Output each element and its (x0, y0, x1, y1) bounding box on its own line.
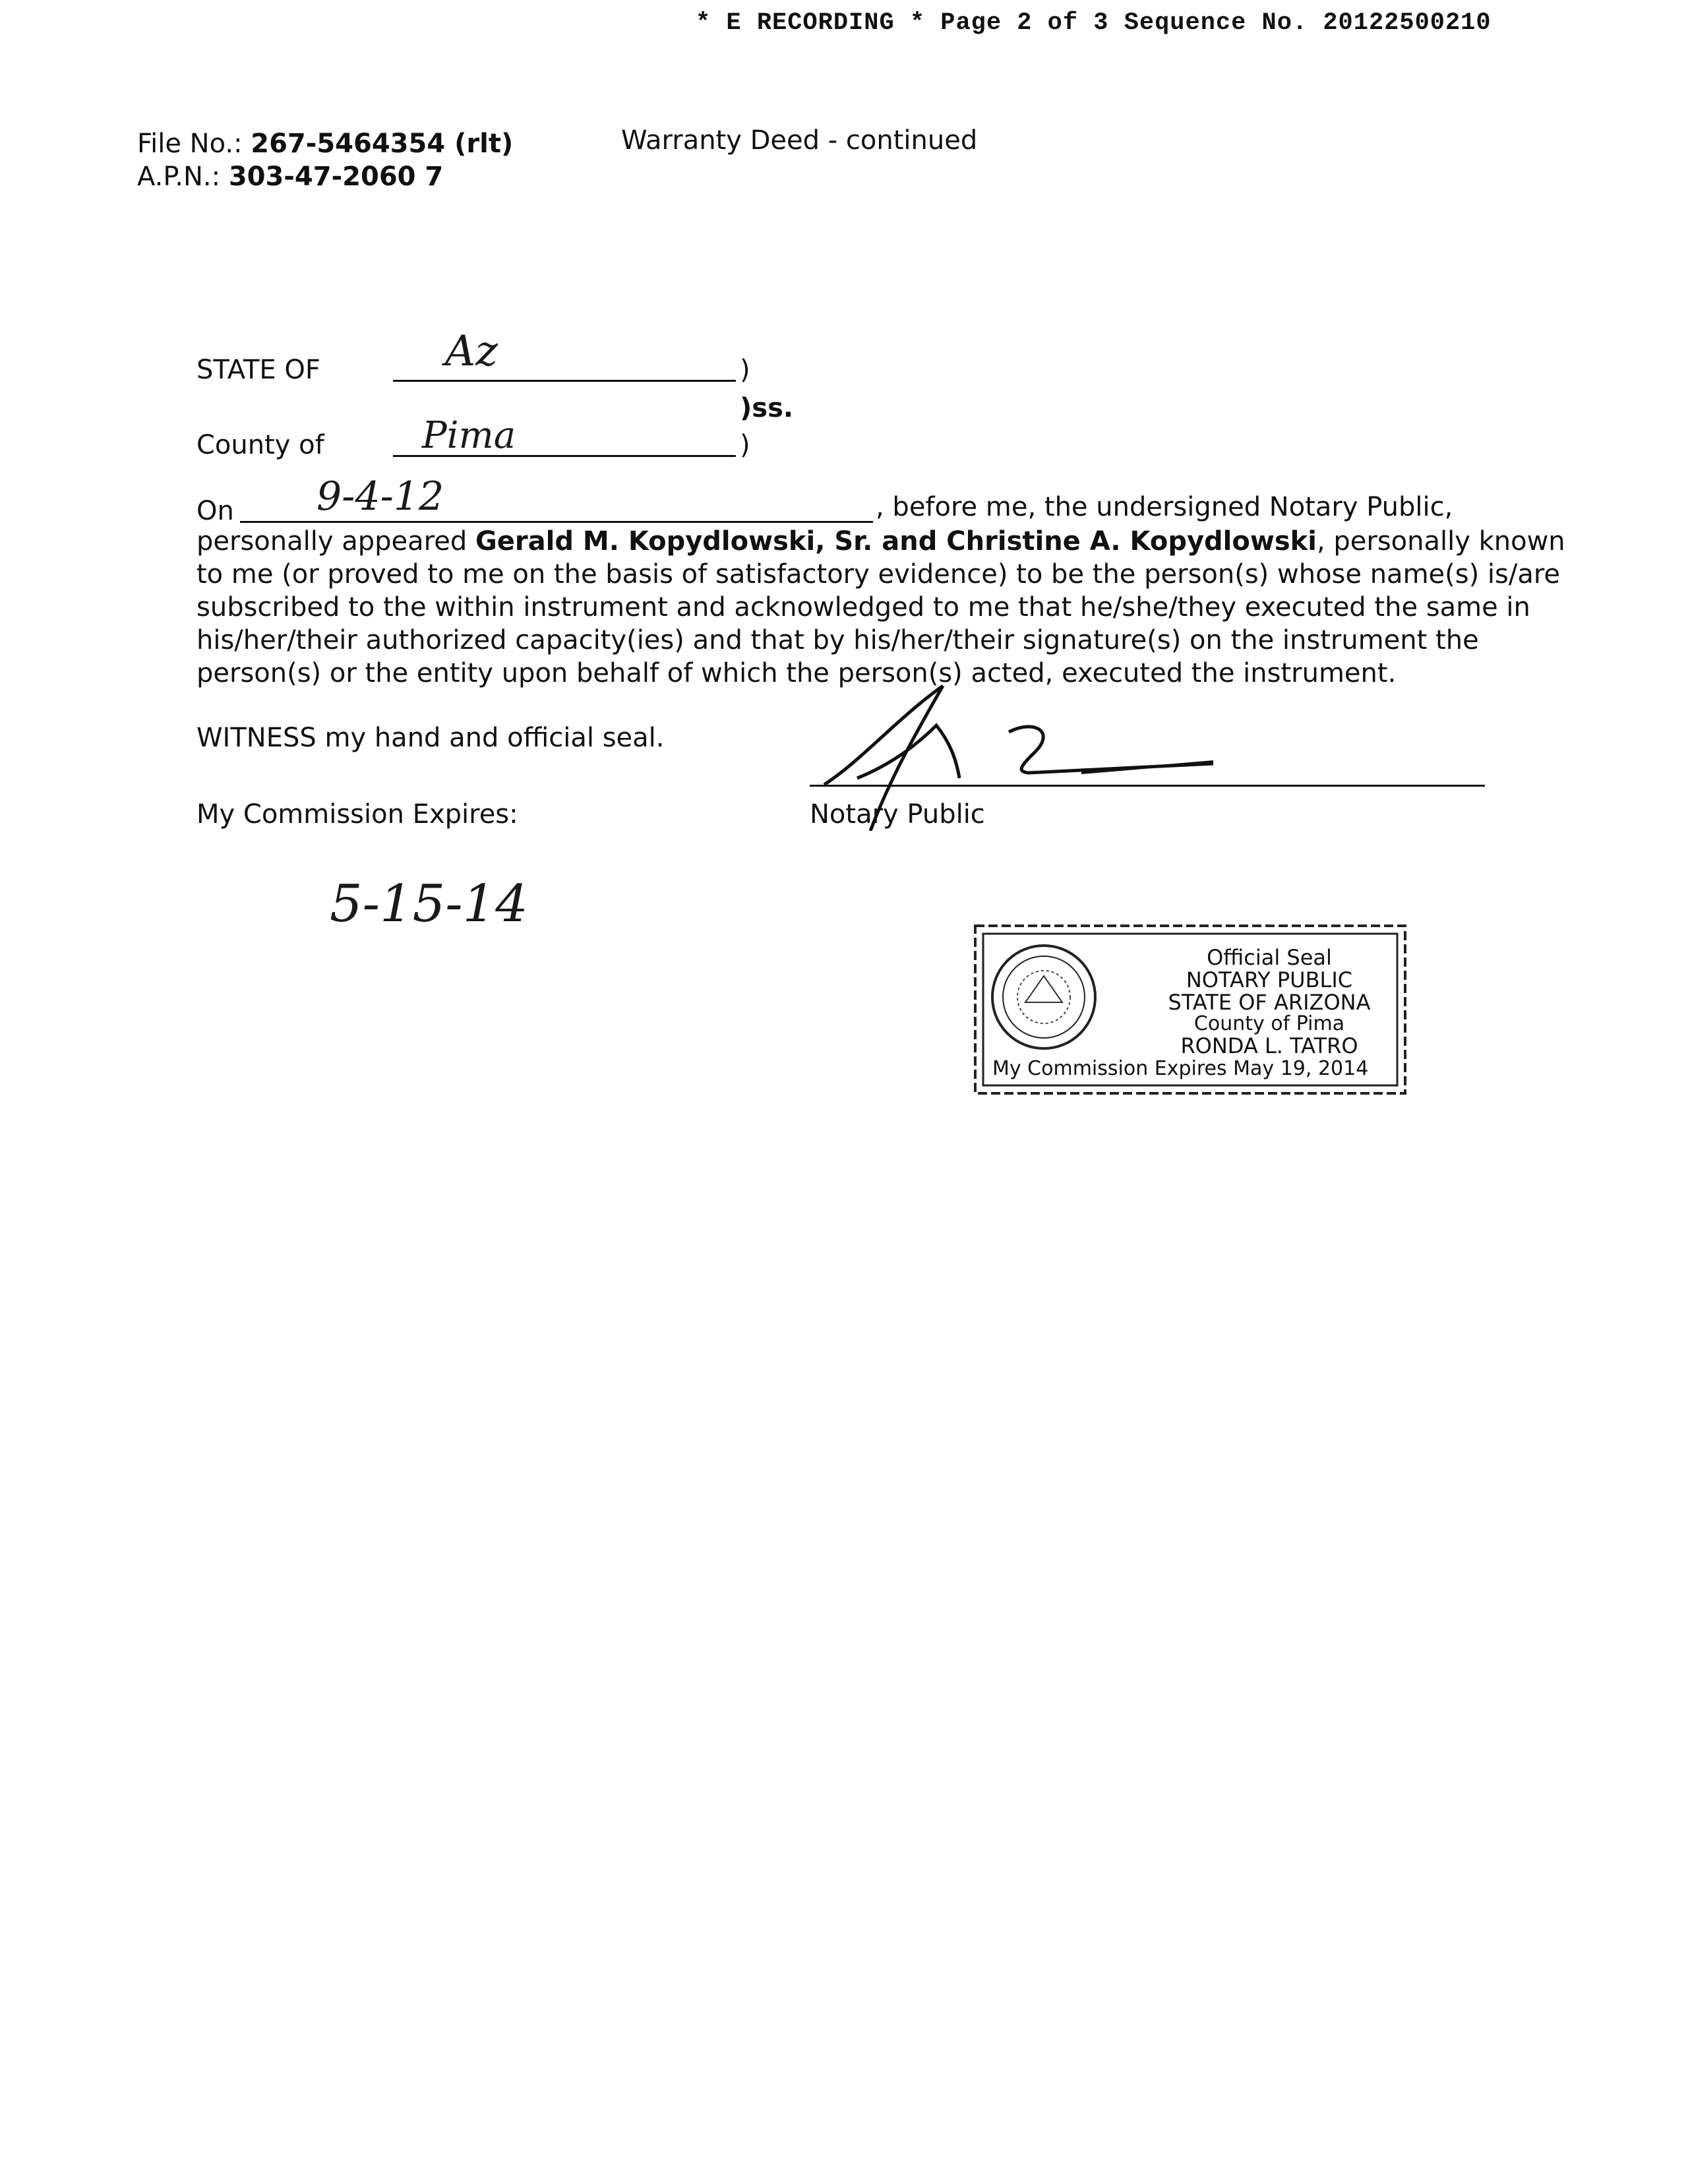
on-label: On (196, 496, 234, 526)
acknowledgment-line6: person(s) or the entity upon behalf of which the person(s) acted, executed the instrument. (196, 658, 1397, 688)
notary-seal-stamp (973, 923, 1408, 1096)
file-number-label: File No.: (137, 129, 243, 159)
grantor-names: Gerald M. Kopydlowski, Sr. and Christine A. Kopydlowski (475, 526, 1317, 557)
acknowledgment-line1-end: , before me, the undersigned Notary Public, (876, 492, 1453, 522)
paren-top: ) (740, 355, 750, 385)
date-line (240, 521, 873, 523)
apn-value: 303-47-2060 7 (228, 162, 444, 192)
acknowledgment-line2: personally appeared Gerald M. Kopydlowski, Sr. and Christine A. Kopydlowski, personally known (196, 526, 1565, 557)
commission-label: My Commission Expires: (196, 799, 518, 830)
acknowledgment-line5: his/her/their authorized capacity(ies) and that by his/her/their signature(s) on the instrument the (196, 625, 1479, 655)
apn-label: A.P.N.: (137, 162, 221, 192)
witness-text: WITNESS my hand and official seal. (196, 723, 665, 753)
seal-text-1: Official Seal (1207, 945, 1332, 970)
commission-handwritten: 5-15-14 (330, 874, 528, 934)
apn (137, 162, 443, 192)
state-label: STATE OF (196, 355, 320, 385)
seal-text-6: My Commission Expires May 19, 2014 (992, 1057, 1369, 1080)
acknowledgment-line4: subscribed to the within instrument and acknowledged to me that he/she/they executed the same in (196, 592, 1530, 622)
ss-marker: )ss. (740, 393, 794, 423)
seal-text-4: County of Pima (1193, 1012, 1345, 1035)
county-label: County of (196, 430, 324, 460)
paren-bottom: ) (740, 430, 750, 460)
acknowledgment-paragraph (196, 525, 1565, 690)
document-title: Warranty Deed - continued (621, 125, 978, 156)
seal-text-3: STATE OF ARIZONA (1168, 990, 1371, 1015)
notary-public-label: Notary Public (810, 799, 985, 830)
county-handwritten: Pima (422, 414, 516, 457)
seal-text-5: RONDA L. TATRO (1180, 1033, 1358, 1058)
date-handwritten: 9-4-12 (316, 473, 444, 520)
notary-signature (818, 679, 1240, 831)
recording-header: * E RECORDING * Page 2 of 3 Sequence No. 20122500210 (696, 9, 1492, 37)
seal-text-2: NOTARY PUBLIC (1186, 967, 1353, 992)
state-line (393, 380, 736, 382)
state-handwritten: Az (445, 327, 498, 376)
file-number (137, 129, 513, 159)
acknowledgment-line3: to me (or proved to me on the basis of satisfactory evidence) to be the person(s) whose name(s) is/are (196, 559, 1561, 590)
file-number-value: 267-5464354 (rlt) (251, 129, 514, 159)
